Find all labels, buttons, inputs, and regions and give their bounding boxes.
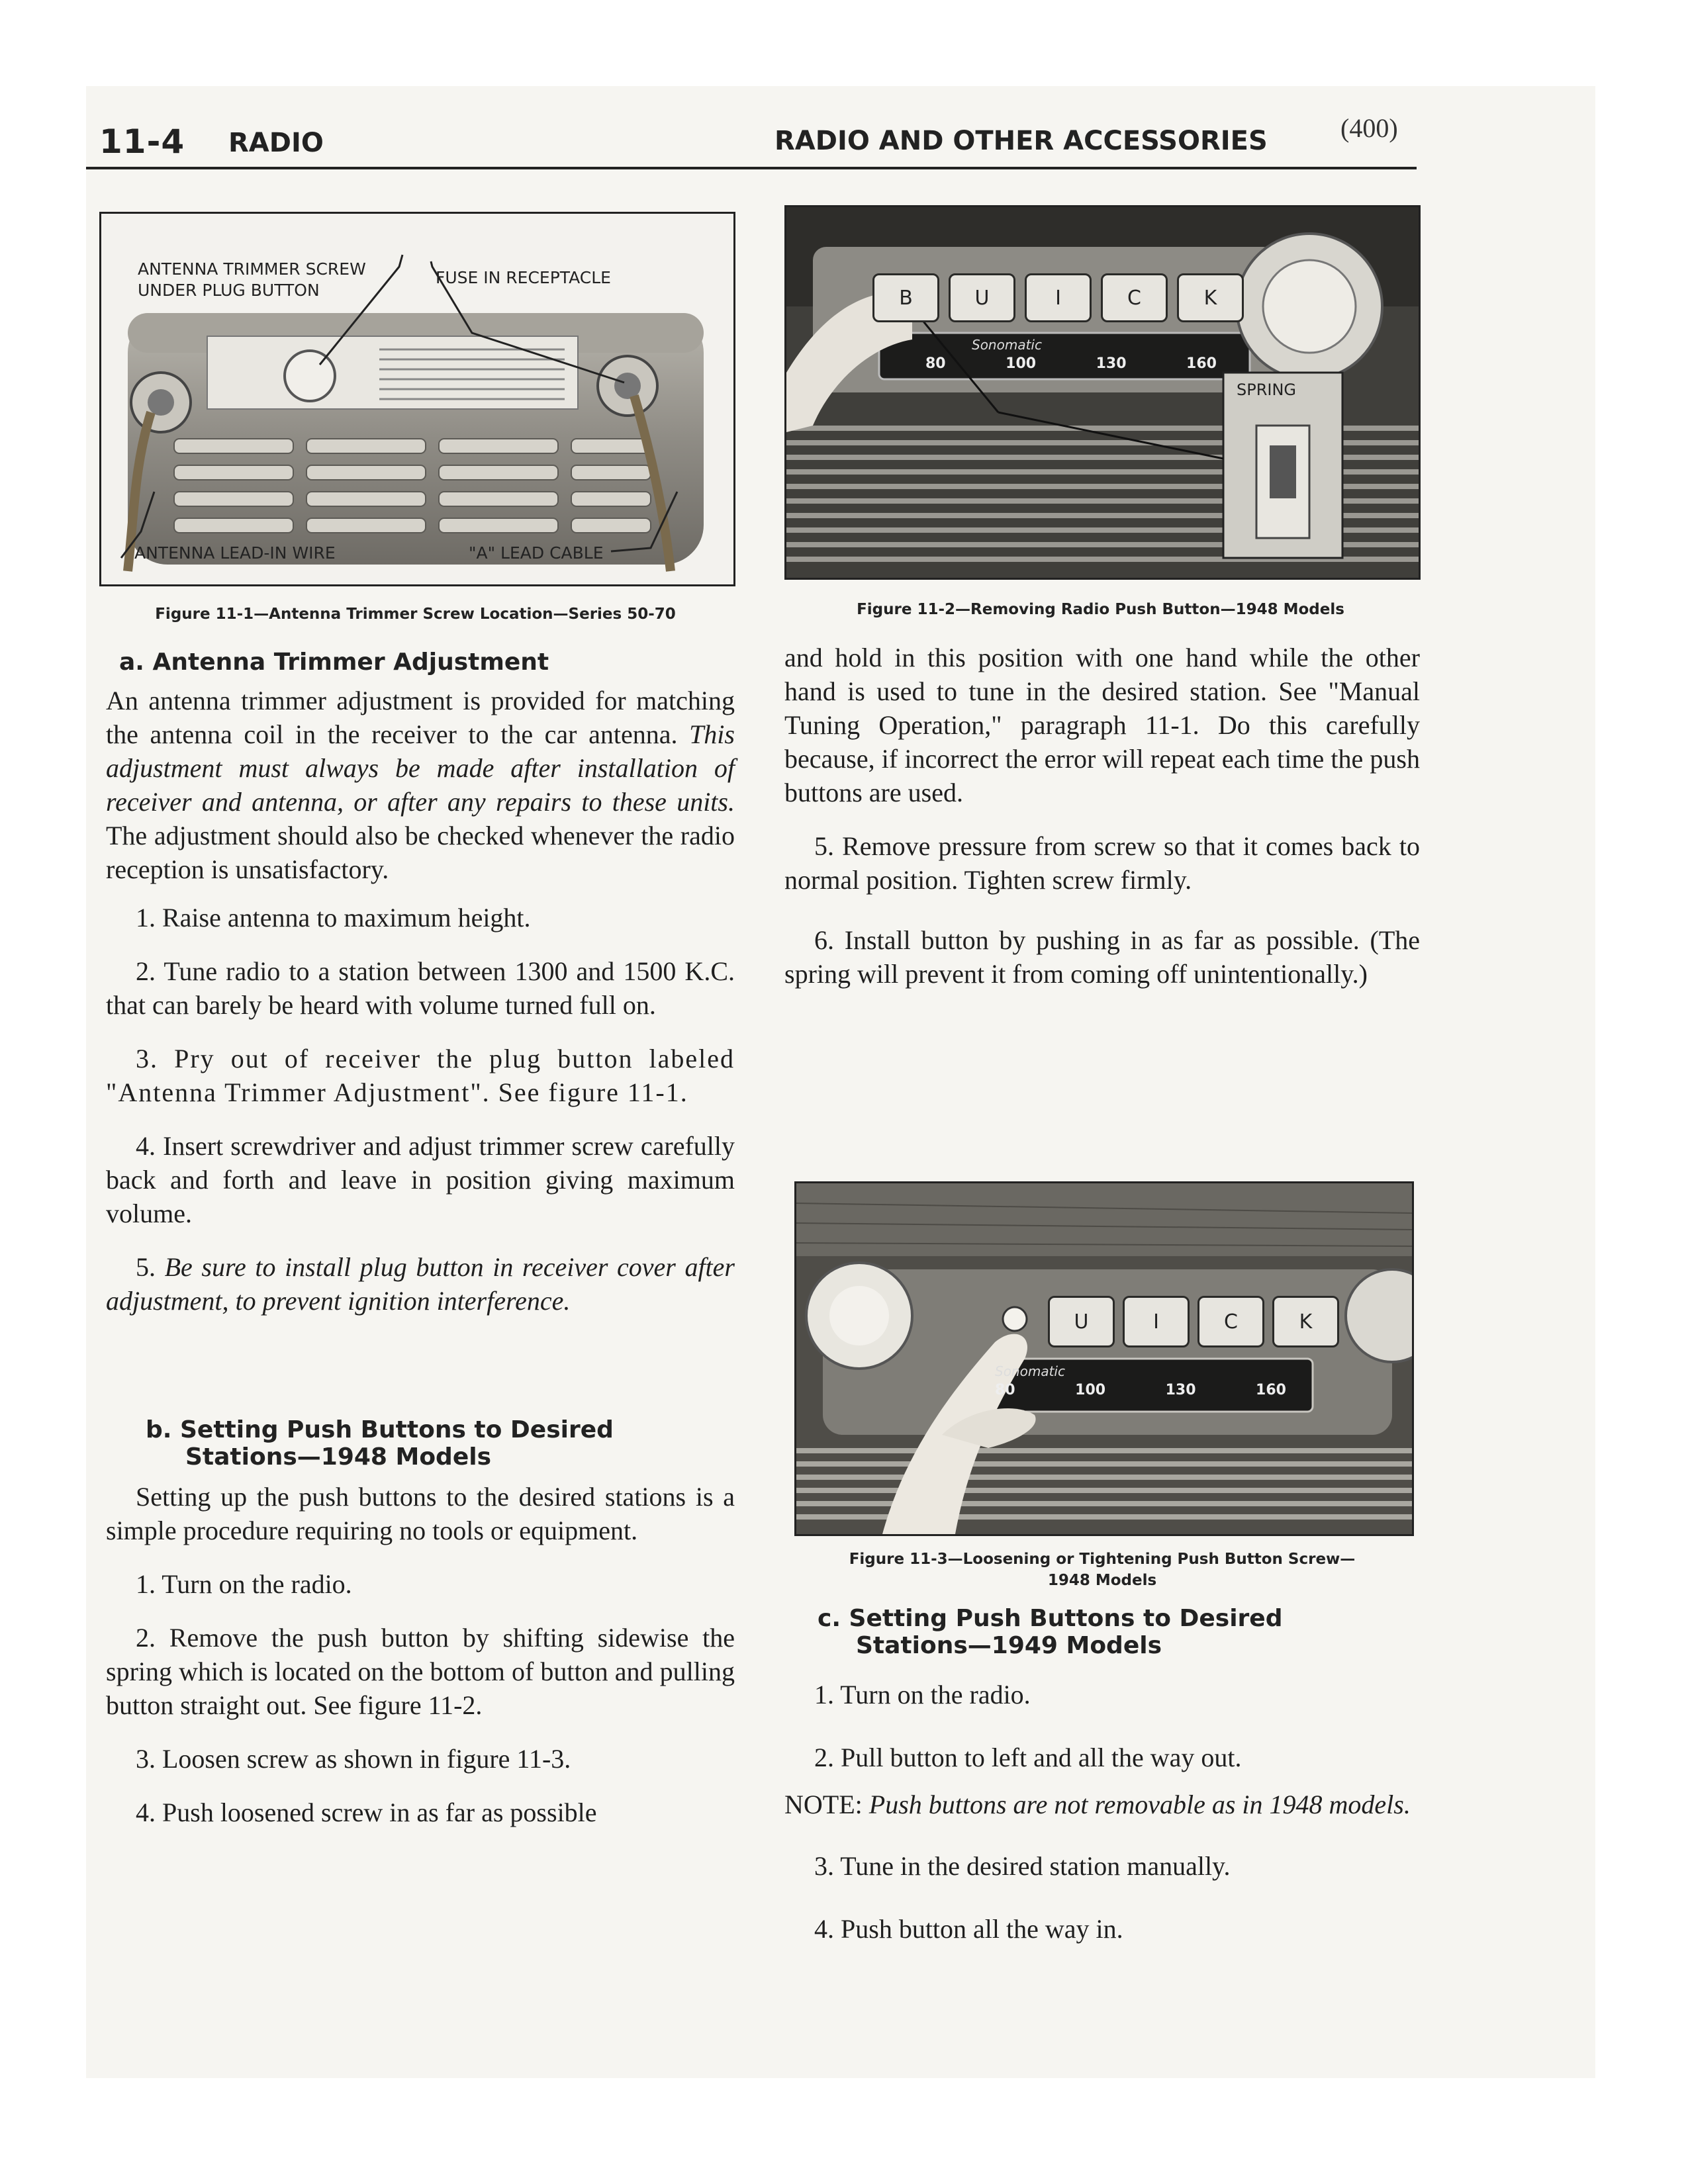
push-button-removal-photo xyxy=(786,207,1419,578)
section-c-step-1: 1. Turn on the radio. xyxy=(814,1680,1031,1709)
push-button-k: K xyxy=(1272,1296,1339,1347)
dial-numbers-fig3 xyxy=(995,1382,1286,1398)
section-c-heading-line2: Stations—1949 Models xyxy=(856,1632,1162,1659)
push-button-screw-photo xyxy=(796,1183,1412,1534)
push-button-b: B xyxy=(872,273,939,322)
intro-text-2: The adjustment should also be checked whenever the radio reception is unsatisfactory. xyxy=(106,821,735,884)
chapter-title: RADIO AND OTHER ACCESSORIES xyxy=(774,126,1268,156)
section-c-step-4: 4. Push button all the way in. xyxy=(814,1914,1123,1944)
figure-11-3-caption-line1: Figure 11-3—Loosening or Tightening Push Button Screw— xyxy=(849,1551,1356,1568)
dial-number: 100 xyxy=(1075,1382,1106,1398)
section-number: 11-4 xyxy=(99,122,185,161)
note-text: Push buttons are not removable as in 1948 models. xyxy=(868,1790,1411,1819)
page-number: (400) xyxy=(1340,113,1398,143)
label-spring: SPRING xyxy=(1237,381,1297,399)
push-button-u: U xyxy=(1048,1296,1115,1347)
radio-push-buttons xyxy=(872,273,1244,320)
section-a-step-1: 1. Raise antenna to maximum height. xyxy=(136,903,531,933)
section-a-intro xyxy=(106,684,735,886)
section-b-step-6: 6. Install button by pushing in as far as possible. (The spring will prevent it from coming off unintentionally.) xyxy=(784,925,1420,989)
section-c-step-3: 3. Tune in the desired station manually. xyxy=(814,1851,1231,1881)
section-a xyxy=(106,649,735,1318)
section-c-step-2: 2. Pull button to left and all the way out. xyxy=(814,1743,1242,1772)
section-c xyxy=(784,1605,1420,1946)
section-b-step-5: 5. Remove pressure from screw so that it comes back to normal position. Tighten screw firmly. xyxy=(784,831,1420,895)
section-b-step-4: 4. Push loosened screw in as far as possible xyxy=(136,1797,597,1827)
section-b-step-4-continued: and hold in this position with one hand while the other hand is used to tune in the desired station. See "Manual Tuning Operation," paragraph 11-1. Do this carefully because, if incorrect the error will repeat each time the push buttons are used. xyxy=(784,643,1420,807)
section-b-step-1: 1. Turn on the radio. xyxy=(136,1569,352,1599)
dial-brand-fig3: Sonomatic xyxy=(995,1363,1065,1379)
section-title: RADIO xyxy=(228,128,324,158)
label-fuse: FUSE IN RECEPTACLE xyxy=(436,268,611,287)
figure-11-2 xyxy=(784,205,1421,580)
section-a-step-4: 4. Insert screwdriver and adjust trimmer screw carefully back and forth and leave in position giving maximum volume. xyxy=(106,1131,735,1228)
section-b-heading-line2: Stations—1948 Models xyxy=(185,1443,492,1471)
section-c-note xyxy=(784,1788,1420,1821)
label-trimmer-screw: ANTENNA TRIMMER SCREW UNDER PLUG BUTTON xyxy=(138,259,366,300)
section-b xyxy=(106,1416,735,1829)
figure-11-3 xyxy=(794,1181,1414,1536)
section-a-step-2: 2. Tune radio to a station between 1300 and 1500 K.C. that can barely be heard with volume turned full on. xyxy=(106,956,735,1020)
figure-11-2-caption: Figure 11-2—Removing Radio Push Button—1948 Models xyxy=(857,601,1344,618)
dial-number: 160 xyxy=(1186,355,1217,372)
label-lead-in: ANTENNA LEAD-IN WIRE xyxy=(134,543,336,563)
dial-brand: Sonomatic xyxy=(972,337,1042,353)
section-b-step-3: 3. Loosen screw as shown in figure 11-3. xyxy=(136,1744,571,1774)
header-rule xyxy=(86,167,1417,169)
dial-number: 80 xyxy=(995,1382,1015,1398)
section-c-heading-line1: c. Setting Push Buttons to Desired xyxy=(818,1605,1283,1632)
section-b-step-2: 2. Remove the push button by shifting sidewise the spring which is located on the bottom of button and pulling button straight out. See figure 11-2. xyxy=(106,1623,735,1720)
figure-11-1 xyxy=(99,212,735,586)
push-button-i: I xyxy=(1123,1296,1190,1347)
push-button-k: K xyxy=(1177,273,1244,322)
label-a-lead: "A" LEAD CABLE xyxy=(469,543,604,563)
manual-page xyxy=(86,86,1595,2078)
figure-11-3-caption-line2: 1948 Models xyxy=(1047,1572,1157,1589)
dial-number: 130 xyxy=(1096,355,1127,372)
dial-scale-fig3 xyxy=(988,1363,1306,1403)
intro-italic: This adjustment must always be made after installation of receiver and antenna, or after any repairs to these units. xyxy=(106,719,735,817)
dial-number: 130 xyxy=(1165,1382,1196,1398)
step-5-number: 5. xyxy=(136,1252,165,1282)
section-b-intro: Setting up the push buttons to the desired stations is a simple procedure requiring no tools or equipment. xyxy=(106,1482,735,1545)
figure-11-1-caption: Figure 11-1—Antenna Trimmer Screw Location—Series 50-70 xyxy=(155,606,676,623)
note-label: NOTE: xyxy=(784,1790,869,1819)
section-a-step-3: 3. Pry out of receiver the plug button labeled "Antenna Trimmer Adjustment". See figure 11-1. xyxy=(106,1044,735,1107)
dial-number: 100 xyxy=(1006,355,1037,372)
intro-text-1: An antenna trimmer adjustment is provided for matching the antenna coil in the receiver to the car antenna. xyxy=(106,686,735,749)
push-button-i: I xyxy=(1025,273,1092,322)
push-button-u: U xyxy=(949,273,1015,322)
section-b-continued xyxy=(784,641,1420,991)
dial-scale xyxy=(886,337,1243,377)
section-a-step-5 xyxy=(106,1250,735,1318)
dial-numbers xyxy=(925,355,1217,372)
dial-number: 80 xyxy=(925,355,946,372)
section-b-heading-line1: b. Setting Push Buttons to Desired xyxy=(146,1416,614,1443)
radio-push-buttons-fig3 xyxy=(1048,1296,1339,1345)
step-5-text: Be sure to install plug button in receiver cover after adjustment, to prevent ignition interference. xyxy=(106,1252,735,1316)
figure-11-3-caption xyxy=(794,1549,1410,1591)
push-button-c: C xyxy=(1197,1296,1264,1347)
push-button-c: C xyxy=(1101,273,1168,322)
section-a-heading: a. Antenna Trimmer Adjustment xyxy=(119,649,549,676)
dial-number: 160 xyxy=(1256,1382,1286,1398)
